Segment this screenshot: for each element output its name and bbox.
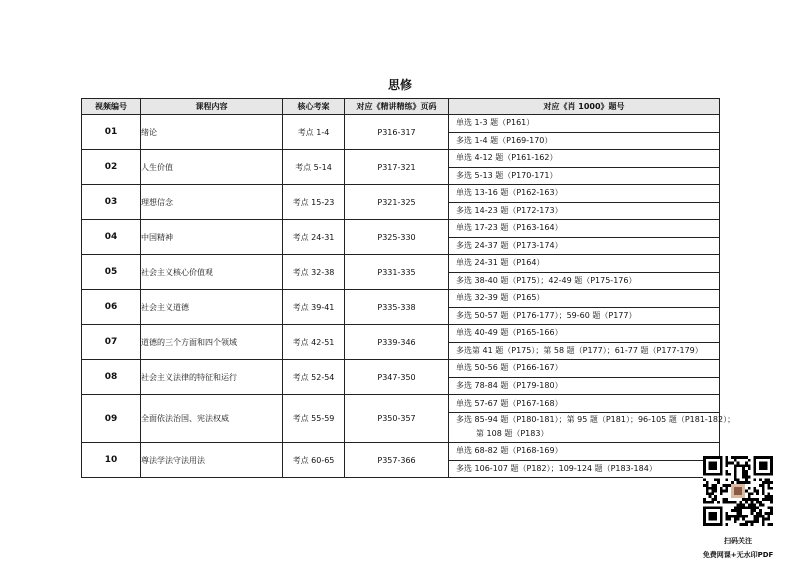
video-id-cell: 07: [82, 325, 141, 360]
course-content-cell: 尊法学法守法用法: [141, 443, 283, 478]
multi-choice-line: [449, 308, 719, 325]
single-choice-line: [449, 290, 719, 308]
questions-cell: [449, 220, 720, 255]
table-row: [82, 395, 720, 443]
video-id-cell: 05: [82, 255, 141, 290]
video-id-cell: 08: [82, 360, 141, 395]
course-content-cell: 社会主义核心价值观: [141, 255, 283, 290]
course-content-cell: 人生价值: [141, 150, 283, 185]
qr-caption-promo: 免费网课+无水印PDF: [702, 551, 774, 559]
core-point-cell: 考点 52-54: [283, 360, 345, 395]
questions-cell: [449, 325, 720, 360]
video-id-cell: 10: [82, 443, 141, 478]
single-choice-line: [449, 325, 719, 343]
question-text: 单选 68-82 题（P168-169）: [456, 446, 563, 455]
pages-cell: P316-317: [345, 115, 449, 150]
questions-cell: [449, 290, 720, 325]
questions-cell: [449, 443, 720, 478]
video-id-cell: 01: [82, 115, 141, 150]
questions-cell: [449, 185, 720, 220]
table-row: [82, 150, 720, 185]
header-pages: 对应《精讲精练》页码: [345, 99, 449, 115]
question-text: 单选 17-23 题（P163-164）: [456, 223, 563, 232]
single-choice-line: [449, 220, 719, 238]
table-row: [82, 290, 720, 325]
pages-cell: P335-338: [345, 290, 449, 325]
pages-cell: P325-330: [345, 220, 449, 255]
multi-choice-line: [449, 238, 719, 255]
question-text: 多选 85-94 题（P180-181）；第 95 题（P181）；96-105 题（P181-182）；: [456, 415, 736, 425]
pages-cell: P347-350: [345, 360, 449, 395]
question-text: 单选 50-56 题（P166-167）: [456, 363, 563, 372]
table-row: [82, 325, 720, 360]
header-content: 课程内容: [141, 99, 283, 115]
core-point-cell: 考点 42-51: [283, 325, 345, 360]
multi-choice-line: [449, 273, 719, 290]
course-content-cell: 中国精神: [141, 220, 283, 255]
course-content-cell: 社会主义道德: [141, 290, 283, 325]
multi-choice-line: [449, 413, 736, 441]
video-id-cell: 02: [82, 150, 141, 185]
question-text: 多选 5-13 题（P170-171）: [456, 170, 558, 180]
single-choice-line: [449, 255, 719, 273]
core-point-cell: 考点 1-4: [283, 115, 345, 150]
pages-cell: P331-335: [345, 255, 449, 290]
multi-choice-line: [449, 378, 719, 395]
single-choice-line: [449, 185, 719, 203]
course-content-cell: 社会主义法律的特征和运行: [141, 360, 283, 395]
course-content-cell: 全面依法治国、宪法权威: [141, 395, 283, 443]
multi-choice-line: [449, 343, 719, 360]
table-header-row: [82, 99, 720, 115]
question-text: 单选 40-49 题（P165-166）: [456, 328, 563, 337]
question-text: 单选 4-12 题（P161-162）: [456, 153, 558, 162]
qr-code-icon: [703, 456, 773, 526]
question-text: 多选 106-107 题（P182）；109-124 题（P183-184）: [456, 463, 657, 473]
table-row: [82, 220, 720, 255]
course-content-cell: 道德的三个方面和四个领域: [141, 325, 283, 360]
question-text: 单选 24-31 题（P164）: [456, 258, 545, 267]
multi-choice-line: [449, 168, 719, 185]
question-text: 多选 78-84 题（P179-180）: [456, 380, 563, 390]
single-choice-line: [449, 150, 719, 168]
multi-choice-line: [449, 133, 719, 150]
course-content-cell: 绪论: [141, 115, 283, 150]
video-id-cell: 04: [82, 220, 141, 255]
question-text: 多选 14-23 题（P172-173）: [456, 205, 563, 215]
multi-choice-line: [449, 203, 719, 220]
single-choice-line: [449, 360, 719, 378]
core-point-cell: 考点 24-31: [283, 220, 345, 255]
questions-cell: [449, 360, 720, 395]
question-text: 多选 24-37 题（P173-174）: [456, 240, 563, 250]
table-row: [82, 360, 720, 395]
question-text: 多选 1-4 题（P169-170）: [456, 135, 553, 145]
course-table: [81, 98, 736, 478]
table-row: [82, 255, 720, 290]
single-choice-line: [449, 115, 719, 133]
question-continuation: 第 108 题（P183）: [476, 429, 549, 439]
core-point-cell: 考点 39-41: [283, 290, 345, 325]
table-row: [82, 443, 720, 478]
page-title: 思修: [387, 78, 412, 92]
question-text: 单选 57-67 题（P167-168）: [456, 398, 563, 408]
question-text: 多选第 41 题（P175）；第 58 题（P177）；61-77 题（P177-179）: [456, 345, 703, 355]
core-point-cell: 考点 55-59: [283, 395, 345, 443]
video-id-cell: 09: [82, 395, 141, 443]
question-text: 多选 50-57 题（P176-177）；59-60 题（P177）: [456, 310, 637, 320]
qr-caption-scan: 扫码关注: [724, 537, 752, 545]
pages-cell: P357-366: [345, 443, 449, 478]
pages-cell: P321-325: [345, 185, 449, 220]
course-content-cell: 理想信念: [141, 185, 283, 220]
header-video-id: 视频编号: [82, 99, 141, 115]
questions-cell: [449, 150, 720, 185]
core-point-cell: 考点 5-14: [283, 150, 345, 185]
question-text: 单选 32-39 题（P165）: [456, 293, 545, 302]
core-point-cell: 考点 15-23: [283, 185, 345, 220]
single-choice-line: [449, 443, 719, 461]
header-core-point: 核心考案: [283, 99, 345, 115]
question-text: 单选 13-16 题（P162-163）: [456, 188, 563, 197]
question-text: 多选 38-40 题（P175）；42-49 题（P175-176）: [456, 275, 637, 285]
core-point-cell: 考点 32-38: [283, 255, 345, 290]
questions-cell: [449, 395, 736, 443]
pages-cell: P339-346: [345, 325, 449, 360]
video-id-cell: 03: [82, 185, 141, 220]
table-row: [82, 185, 720, 220]
core-point-cell: 考点 60-65: [283, 443, 345, 478]
question-text: 单选 1-3 题（P161）: [456, 118, 535, 127]
pages-cell: P350-357: [345, 395, 449, 443]
video-id-cell: 06: [82, 290, 141, 325]
single-choice-line: [449, 396, 719, 414]
pages-cell: P317-321: [345, 150, 449, 185]
questions-cell: [449, 115, 720, 150]
multi-choice-line: [449, 461, 719, 478]
questions-cell: [449, 255, 720, 290]
header-questions: 对应《肖 1000》题号: [449, 99, 720, 115]
qr-block: [690, 456, 786, 560]
table-row: [82, 115, 720, 150]
